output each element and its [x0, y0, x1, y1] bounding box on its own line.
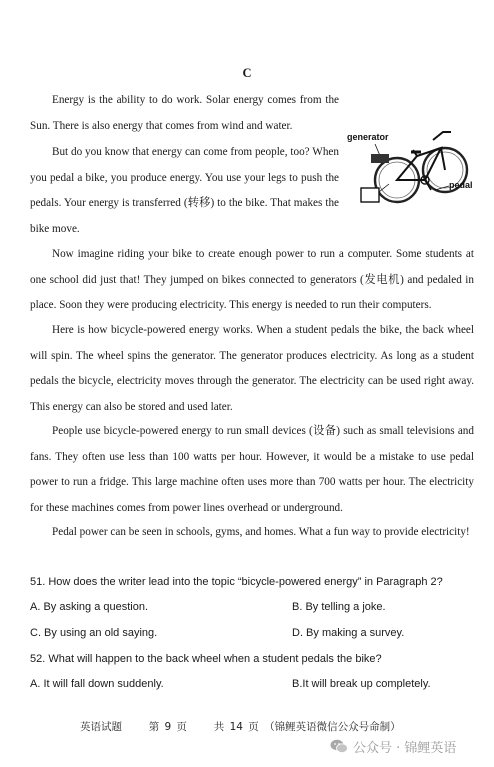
question-51-option-b: B. By telling a joke.	[292, 601, 386, 613]
paragraph-1: Energy is the ability to do work. Solar energy comes from the Sun. There is also energy that comes from wind and water.	[30, 94, 339, 132]
paragraph-4: Here is how bicycle-powered energy works. When a student pedals the bike, the back wheel will spin. The wheel spins the generator. The generator produces electricity. As long as a student pedals the bicycle, electricity moves through the generator. The electricity can be used right away. This energy can also be stored and used later.	[30, 324, 474, 413]
paragraph-5: People use bicycle-powered energy to run small devices (设备) such as small televisions and fans. They often use less than 100 watts per hour. However, it would be a mistake to use pedal power to run a fridge. This large machine often uses more than 700 watts per hour. The electricity for these machines comes from power lines overhead or underground.	[30, 425, 474, 514]
question-51-option-c: C. By using an old saying.	[30, 627, 158, 639]
section-title: C	[242, 66, 252, 80]
battery-box	[361, 188, 379, 202]
question-51-stem: 51. How does the writer lead into the topic “bicycle-powered energy” in Paragraph 2?	[30, 576, 443, 588]
watermark-text: 公众号 · 锦鲤英语	[353, 741, 457, 756]
footer-subject: 英语试题	[80, 721, 122, 733]
question-52-option-b: B.It will break up completely.	[292, 678, 431, 690]
pedal-label: pedal	[449, 180, 473, 190]
question-51-option-a: A. By asking a question.	[30, 601, 149, 613]
page-footer	[80, 719, 401, 734]
question-51-option-d: D. By making a survey.	[292, 627, 405, 639]
generator-label: generator	[347, 132, 389, 142]
paragraph-6: Pedal power can be seen in schools, gyms, and homes. What a fun way to provide electricity!	[52, 526, 470, 538]
footer-source: （锦鲤英语微信公众号命制）	[264, 721, 401, 733]
footer-page-number: 第 9 页	[148, 721, 188, 733]
bicycle-generator-illustration	[345, 118, 475, 218]
question-52-option-a: A. It will fall down suddenly.	[30, 678, 164, 690]
wechat-icon	[330, 739, 348, 754]
generator-unit	[371, 154, 389, 163]
watermark	[330, 737, 456, 756]
paragraph-3: Now imagine riding your bike to create enough power to run a computer. Some students at one school did just that! They jumped on bikes connected to generators (发电机) and pedaled in place. Soon they were producing electricity. This energy is needed to run their computers.	[30, 248, 474, 312]
footer-total-pages: 共 14 页	[213, 721, 259, 733]
question-52-stem: 52. What will happen to the back wheel when a student pedals the bike?	[30, 653, 382, 665]
paragraph-2: But do you know that energy can come from people, too? When you pedal a bike, you produce energy. You use your legs to push the pedals. Your energy is transferred (转移) to the bike. That makes the bike move.	[30, 146, 339, 235]
